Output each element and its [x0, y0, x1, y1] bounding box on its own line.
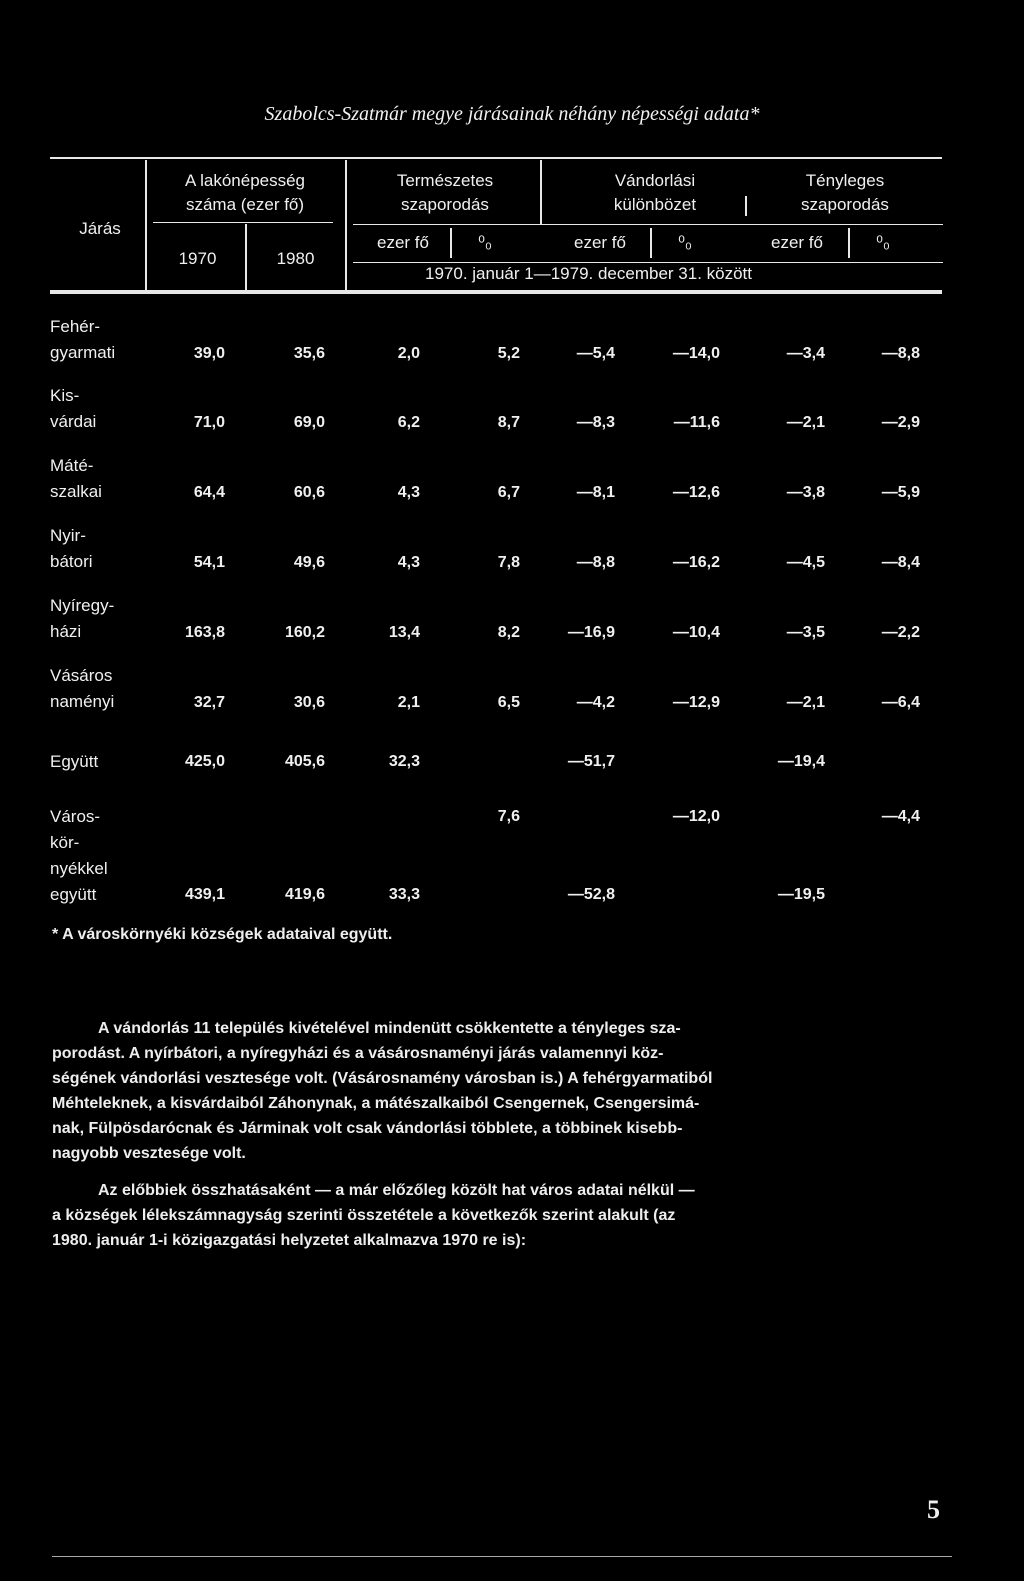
- cell: 4,3: [397, 484, 420, 501]
- row-label-1: Vásáros: [50, 666, 113, 685]
- col-divider-1: [145, 160, 147, 290]
- cell: —3,5: [786, 624, 825, 641]
- bottom-rule: [52, 1556, 952, 1557]
- cell: —2,1: [786, 414, 825, 431]
- cell: —11,6: [673, 414, 720, 431]
- cell: —51,7: [567, 753, 615, 770]
- cell: 54,1: [193, 554, 225, 571]
- row-label-2: várdai: [50, 412, 97, 431]
- row-label-4: együtt: [50, 885, 97, 904]
- cell: —19,5: [777, 886, 825, 903]
- header-ezer-fo-1: ezer fő: [377, 233, 429, 252]
- cell: 13,4: [388, 624, 420, 641]
- paragraph-line: porodást. A nyírbátori, a nyíregyházi és a vásárosnaményi járás valamennyi köz-: [52, 1045, 664, 1062]
- cell: —12,9: [672, 694, 720, 711]
- cell: 5,2: [497, 345, 520, 362]
- cell: 35,6: [293, 345, 325, 362]
- cell: —4,5: [786, 554, 825, 571]
- row-label-2: naményi: [50, 692, 115, 711]
- col-divider-7: [650, 228, 652, 258]
- row-label-3: nyékkel: [50, 859, 108, 878]
- cell: 49,6: [293, 554, 325, 571]
- header-permille-3: ⁰₀: [876, 233, 890, 252]
- cell: —4,4: [881, 808, 920, 825]
- header-tenyleges-2: szaporodás: [801, 195, 889, 214]
- header-jaras: Járás: [79, 219, 121, 238]
- header-lakonepesseg-2: száma (ezer fő): [185, 195, 305, 214]
- paragraph-line: Az előbbiek összhatásaként — a már előzőleg közölt hat város adatai nélkül —: [98, 1182, 695, 1199]
- cell: —3,8: [786, 484, 825, 501]
- header-termeszetes-2: szaporodás: [401, 195, 489, 214]
- row-label-1: Fehér-: [50, 317, 101, 336]
- cell: 163,8: [184, 624, 225, 641]
- cell: —2,1: [786, 694, 825, 711]
- cell: —5,9: [881, 484, 920, 501]
- cell: 2,0: [397, 345, 420, 362]
- cell: —6,4: [881, 694, 920, 711]
- cell: 30,6: [293, 694, 325, 711]
- paragraph-line: nagyobb vesztesége volt.: [52, 1145, 246, 1162]
- cell: —14,0: [672, 345, 720, 362]
- cell: —8,8: [576, 554, 615, 571]
- cell: —8,1: [576, 484, 615, 501]
- cell: 6,5: [497, 694, 520, 711]
- cell: 6,7: [497, 484, 520, 501]
- paragraph-line: a községek lélekszámnagyság szerinti összetétele a következők szerint alakult (az: [52, 1207, 676, 1224]
- cell: 439,1: [184, 886, 225, 903]
- header-year-1970: 1970: [178, 249, 217, 268]
- page-number: 5: [927, 1495, 940, 1524]
- cell: 405,6: [284, 753, 325, 770]
- header-vandorlasi-2: különbözet: [613, 195, 697, 214]
- row-label-2: házi: [50, 622, 82, 641]
- cell: 7,8: [497, 554, 520, 571]
- row-label-1: Nyir-: [50, 526, 86, 545]
- cell: —19,4: [777, 753, 825, 770]
- cell: 64,4: [193, 484, 225, 501]
- header-ezer-fo-3: ezer fő: [771, 233, 823, 252]
- cell: —2,9: [881, 414, 920, 431]
- cell: 419,6: [284, 886, 325, 903]
- cell: —10,4: [672, 624, 720, 641]
- cell: 60,6: [293, 484, 325, 501]
- cell: 32,7: [193, 694, 225, 711]
- row-label-2: bátori: [50, 552, 93, 571]
- cell: 4,3: [397, 554, 420, 571]
- header-termeszetes-1: Természetes: [396, 171, 494, 190]
- footnote: * A városkörnyéki községek adataival együtt.: [52, 926, 393, 943]
- cell: 160,2: [284, 624, 325, 641]
- cell: 69,0: [293, 414, 325, 431]
- row-label-egyutt: Együtt: [50, 752, 99, 771]
- row-label-1: Kis-: [50, 386, 80, 405]
- header-year-1980: 1980: [276, 249, 315, 268]
- cell: 6,2: [397, 414, 420, 431]
- page-title: Szabolcs-Szatmár megye járásainak néhány népességi adata*: [264, 103, 760, 125]
- row-label-2: szalkai: [50, 482, 102, 501]
- cell: 71,0: [193, 414, 225, 431]
- table-header-bottom-rule: [50, 290, 942, 294]
- cell: —8,8: [881, 345, 920, 362]
- paragraph-line: ségének vándorlási vesztesége volt. (Vásárosnamény városban is.) A fehérgyarmatiból: [52, 1070, 713, 1087]
- cell: 7,6: [497, 808, 520, 825]
- col-divider-4: [540, 160, 542, 224]
- table-top-rule: [50, 157, 942, 159]
- header-rule-subheads: [353, 224, 943, 225]
- row-label-2: kör-: [50, 833, 80, 852]
- cell: —8,4: [881, 554, 920, 571]
- cell: 8,2: [497, 624, 520, 641]
- cell: 32,3: [388, 753, 420, 770]
- header-permille-2: ⁰₀: [678, 233, 692, 252]
- header-lakonepesseg-1: A lakónépesség: [184, 171, 306, 190]
- header-period: 1970. január 1—1979. december 31. között: [425, 264, 752, 283]
- cell: 2,1: [397, 694, 420, 711]
- row-label-1: Máté-: [50, 456, 94, 475]
- header-tenyleges-1: Tényleges: [805, 171, 885, 190]
- cell: 33,3: [388, 886, 420, 903]
- cell: 39,0: [193, 345, 225, 362]
- cell: 8,7: [497, 414, 520, 431]
- col-divider-8: [848, 228, 850, 258]
- header-vandorlasi-1: Vándorlási: [614, 171, 696, 190]
- cell: —12,6: [672, 484, 720, 501]
- cell: —8,3: [576, 414, 615, 431]
- cell: —52,8: [567, 886, 615, 903]
- col-divider-6: [450, 228, 452, 258]
- cell: —16,9: [567, 624, 615, 641]
- cell: —5,4: [576, 345, 615, 362]
- cell: —16,2: [672, 554, 720, 571]
- header-ezer-fo-2: ezer fő: [574, 233, 626, 252]
- header-permille-1: ⁰₀: [478, 233, 492, 252]
- cell: —12,0: [672, 808, 720, 825]
- cell: —3,4: [786, 345, 825, 362]
- paragraph-line: nak, Fülpösdarócnak és Járminak volt csak vándorlási többlete, a többinek kisebb-: [52, 1120, 683, 1137]
- paragraph-line: 1980. január 1-i közigazgatási helyzetet alkalmazva 1970 re is):: [52, 1232, 527, 1249]
- col-divider-2: [245, 224, 247, 290]
- row-label-2: gyarmati: [50, 343, 116, 362]
- cell: 425,0: [184, 753, 225, 770]
- paragraph-line: A vándorlás 11 település kivételével mindenütt csökkentette a tényleges sza-: [98, 1020, 681, 1037]
- row-label-1: Város-: [50, 807, 101, 826]
- paragraph-line: Méhteleknek, a kisvárdaiból Záhonynak, a mátészalkaiból Csengernek, Csengersimá-: [52, 1095, 700, 1112]
- col-divider-3: [345, 160, 347, 290]
- cell: —2,2: [881, 624, 920, 641]
- row-label-1: Nyíregy-: [50, 596, 115, 615]
- header-rule-lakonepesseg: [153, 222, 333, 223]
- cell: —4,2: [576, 694, 615, 711]
